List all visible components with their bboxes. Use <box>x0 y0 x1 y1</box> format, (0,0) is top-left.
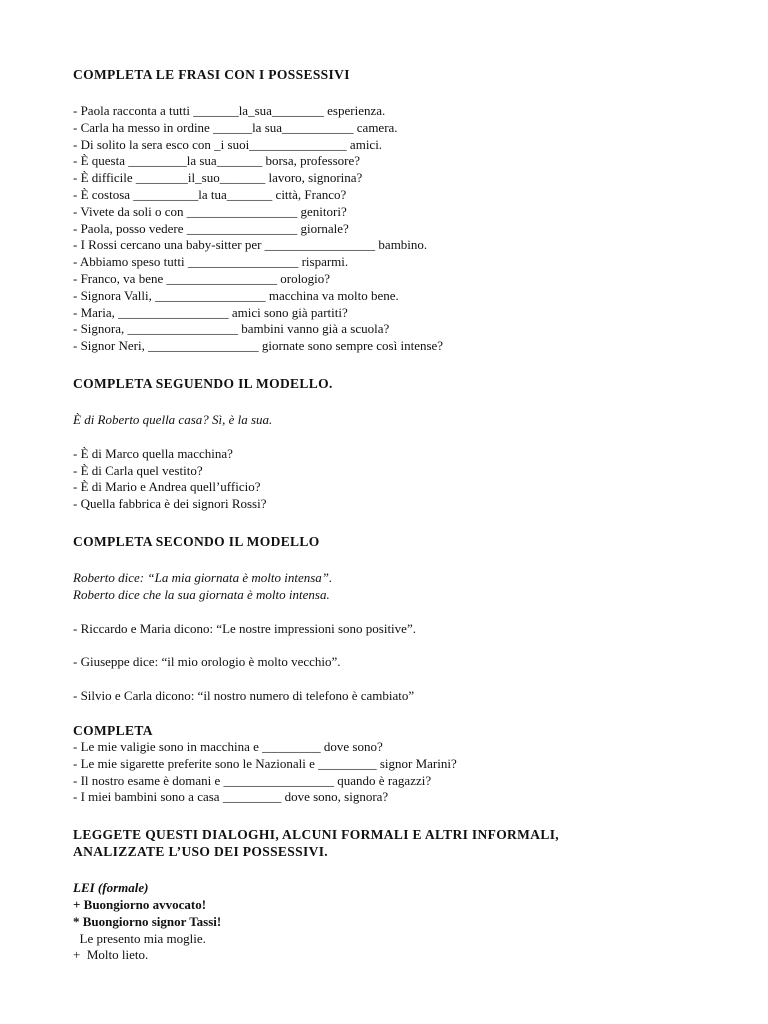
exercise-list-completa <box>73 739 693 806</box>
exercise-line: - I Rossi cercano una baby-sitter per _________________ bambino. <box>73 237 428 253</box>
model-example-line-1: Roberto dice: “La mia giornata è molto intensa”. <box>73 569 333 585</box>
exercise-line: - Le mie sigarette preferite sono le Nazionali e _________ signor Marini? <box>73 755 457 771</box>
exercise-line: - Le mie valigie sono in macchina e _________ dove sono? <box>73 738 383 754</box>
exercise-line: - È costosa __________la tua_______ città, Franco? <box>73 186 347 202</box>
exercise-line: - Signor Neri, _________________ giornate sono sempre così intense? <box>73 338 444 354</box>
exercise-line: - Il nostro esame è domani e _________________ quando è ragazzi? <box>73 772 432 788</box>
exercise-line: - Di solito la sera esco con _i suoi_______________ amici. <box>73 136 383 152</box>
exercise-line: - Silvio e Carla dicono: “il nostro numero di telefono è cambiato” <box>73 688 415 704</box>
exercise-list-modello <box>73 446 693 513</box>
exercise-line: - Carla ha messo in ordine ______la sua___________ camera. <box>73 119 398 135</box>
dialog-line: + Buongiorno avvocato! <box>73 896 207 912</box>
exercise-line: - È di Carla quel vestito? <box>73 462 203 478</box>
model-example: È di Roberto quella casa? Sì, è la sua. <box>73 411 273 427</box>
document-page <box>73 66 693 964</box>
exercise-line: - I miei bambini sono a casa _________ dove sono, signora? <box>73 789 389 805</box>
exercise-line: - Paola, posso vedere _________________ giornale? <box>73 220 349 236</box>
section-title-dialoghi-line-1: LEGGETE QUESTI DIALOGHI, ALCUNI FORMALI E ALTRI INFORMALI, <box>73 827 560 843</box>
exercise-line: - È questa _________la sua_______ borsa, professore? <box>73 153 361 169</box>
exercise-line: - Franco, va bene _________________ orologio? <box>73 270 331 286</box>
section-title-modello: COMPLETA SEGUENDO IL MODELLO. <box>73 375 333 391</box>
exercise-line: - Vivete da soli o con _________________ genitori? <box>73 203 347 219</box>
exercise-line: - È di Mario e Andrea quell’ufficio? <box>73 479 261 495</box>
exercise-line: - Signora Valli, _________________ macchina va molto bene. <box>73 287 399 303</box>
dialog-line: + Molto lieto. <box>73 947 149 963</box>
exercise-line: - Riccardo e Maria dicono: “Le nostre impressioni sono positive”. <box>73 620 416 636</box>
exercise-line: - Giuseppe dice: “il mio orologio è molto vecchio”. <box>73 654 341 670</box>
dialog <box>73 897 693 964</box>
exercise-line: - È di Marco quella macchina? <box>73 445 233 461</box>
exercise-line: - Signora, _________________ bambini vanno già a scuola? <box>73 321 390 337</box>
exercise-line: - Quella fabbrica è dei signori Rossi? <box>73 496 267 512</box>
model-example-line-2: Roberto dice che la sua giornata è molto intensa. <box>73 586 330 602</box>
dialog-line: * Buongiorno signor Tassi! <box>73 913 222 929</box>
section-title-dialoghi-line-2: ANALIZZATE L’USO DEI POSSESSIVI. <box>73 844 329 860</box>
dialog-line: Le presento mia moglie. <box>73 930 206 946</box>
exercise-list-possessivi <box>73 103 693 355</box>
section-title-possessivi: COMPLETA LE FRASI CON I POSSESSIVI <box>73 67 350 82</box>
section-title-secondo-modello: COMPLETA SECONDO IL MODELLO <box>73 533 320 549</box>
exercise-line: - Paola racconta a tutti _______la_sua________ esperienza. <box>73 103 386 118</box>
dialog-subtitle: LEI (formale) <box>73 880 149 896</box>
exercise-line: - È difficile ________il_suo_______ lavoro, signorina? <box>73 170 363 186</box>
exercise-line: - Abbiamo speso tutti _________________ risparmi. <box>73 254 349 270</box>
exercise-line: - Maria, _________________ amici sono già partiti? <box>73 304 348 320</box>
section-title-completa: COMPLETA <box>73 722 153 738</box>
